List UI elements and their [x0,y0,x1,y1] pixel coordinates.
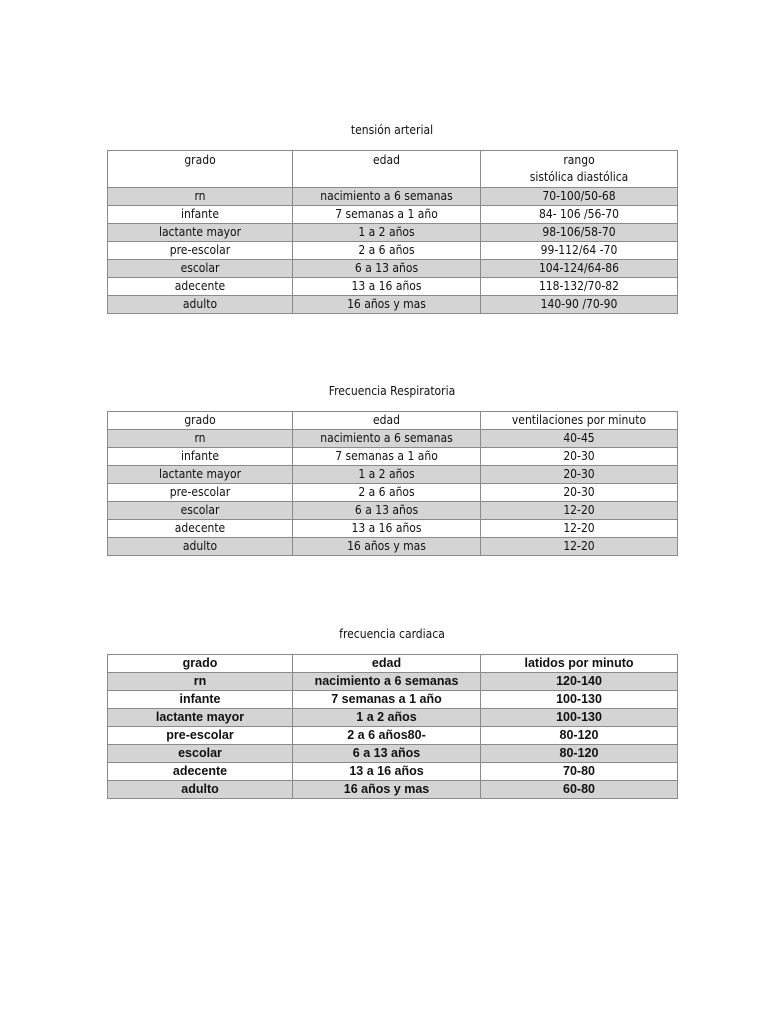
cell-value: 100-130 [481,709,678,727]
cell-edad: 1 a 2 años [293,466,481,484]
cell-value: 100-130 [481,691,678,709]
table-title: tensión arterial [350,123,434,137]
table-header-row [108,151,678,188]
cell-grado: rn [108,188,293,206]
cell-grado: pre-escolar [108,484,293,502]
table-row [108,520,678,538]
cell-value: 12-20 [481,502,678,520]
cell-value: 70-100/50-68 [481,188,678,206]
table-row [108,727,678,745]
cell-edad: nacimiento a 6 semanas [293,188,481,206]
table-row [108,745,678,763]
cell-edad: 7 semanas a 1 año [293,448,481,466]
table-row [108,781,678,799]
cell-edad: 1 a 2 años [293,709,481,727]
cell-edad: 13 a 16 años [293,520,481,538]
cell-value: 80-120 [481,745,678,763]
section-tension-arterial [107,122,677,314]
cell-value: 98-106/58-70 [481,224,678,242]
cell-value: 12-20 [481,520,678,538]
cell-edad: 13 a 16 años [293,278,481,296]
cell-grado: infante [108,448,293,466]
cell-grado: pre-escolar [108,242,293,260]
cell-grado: escolar [108,745,293,763]
cell-grado: adulto [108,538,293,556]
blood-pressure-table [107,150,678,314]
cell-edad: 7 semanas a 1 año [293,206,481,224]
cell-grado: infante [108,206,293,224]
cell-edad: 16 años y mas [293,781,481,799]
header-latidos: latidos por minuto [481,655,678,673]
table-title: Frecuencia Respiratoria [328,384,456,398]
table-row [108,502,678,520]
cell-value: 140-90 /70-90 [481,296,678,314]
cell-edad: 2 a 6 años [293,242,481,260]
section-frecuencia-respiratoria [107,383,677,556]
cell-edad: 1 a 2 años [293,224,481,242]
table-row [108,278,678,296]
cell-edad: nacimiento a 6 semanas [293,430,481,448]
cell-edad: 7 semanas a 1 año [293,691,481,709]
table-row [108,538,678,556]
table-row [108,188,678,206]
cell-value: 40-45 [481,430,678,448]
cell-value: 80-120 [481,727,678,745]
table-row [108,296,678,314]
cell-value: 20-30 [481,484,678,502]
cell-grado: lactante mayor [108,224,293,242]
section-frecuencia-cardiaca [107,626,677,799]
cell-grado: rn [108,430,293,448]
header-grado: grado [108,655,293,673]
cell-value: 104-124/64-86 [481,260,678,278]
cell-edad: 6 a 13 años [293,260,481,278]
cell-edad: 16 años y mas [293,296,481,314]
header-rango-sub: sistólica diastólica [529,170,629,184]
table-row [108,484,678,502]
cell-grado: infante [108,691,293,709]
header-rango [481,151,678,188]
cell-value: 20-30 [481,448,678,466]
cell-grado: adulto [108,781,293,799]
table-row [108,430,678,448]
table-row [108,206,678,224]
cell-edad: 6 a 13 años [293,745,481,763]
cell-edad: 16 años y mas [293,538,481,556]
header-grado: grado [108,412,293,430]
header-grado: grado [108,151,293,188]
cell-value: 70-80 [481,763,678,781]
table-row [108,691,678,709]
cell-grado: pre-escolar [108,727,293,745]
header-edad: edad [293,412,481,430]
table-row [108,260,678,278]
cell-value: 60-80 [481,781,678,799]
cell-grado: adecente [108,763,293,781]
table-header-row [108,655,678,673]
cell-value: 84- 106 /56-70 [481,206,678,224]
cell-value: 118-132/70-82 [481,278,678,296]
cell-value: 20-30 [481,466,678,484]
header-edad: edad [293,655,481,673]
cell-grado: adulto [108,296,293,314]
cell-value: 12-20 [481,538,678,556]
cell-value: 99-112/64 -70 [481,242,678,260]
table-row [108,242,678,260]
cell-grado: adecente [108,520,293,538]
cell-grado: escolar [108,260,293,278]
header-rango-label: rango [563,153,595,167]
cell-edad: 2 a 6 años80- [293,727,481,745]
table-row [108,673,678,691]
cell-grado: lactante mayor [108,709,293,727]
cell-grado: rn [108,673,293,691]
table-row [108,448,678,466]
header-edad: edad [293,151,481,188]
cell-grado: adecente [108,278,293,296]
table-row [108,466,678,484]
cell-edad: nacimiento a 6 semanas [293,673,481,691]
respiratory-rate-table [107,411,678,556]
header-ventilaciones: ventilaciones por minuto [481,412,678,430]
heart-rate-table [107,654,678,799]
table-header-row [108,412,678,430]
cell-grado: escolar [108,502,293,520]
table-row [108,763,678,781]
cell-edad: 13 a 16 años [293,763,481,781]
cell-grado: lactante mayor [108,466,293,484]
table-title: frecuencia cardiaca [339,627,445,641]
cell-value: 120-140 [481,673,678,691]
table-row [108,224,678,242]
cell-edad: 2 a 6 años [293,484,481,502]
table-row [108,709,678,727]
cell-edad: 6 a 13 años [293,502,481,520]
